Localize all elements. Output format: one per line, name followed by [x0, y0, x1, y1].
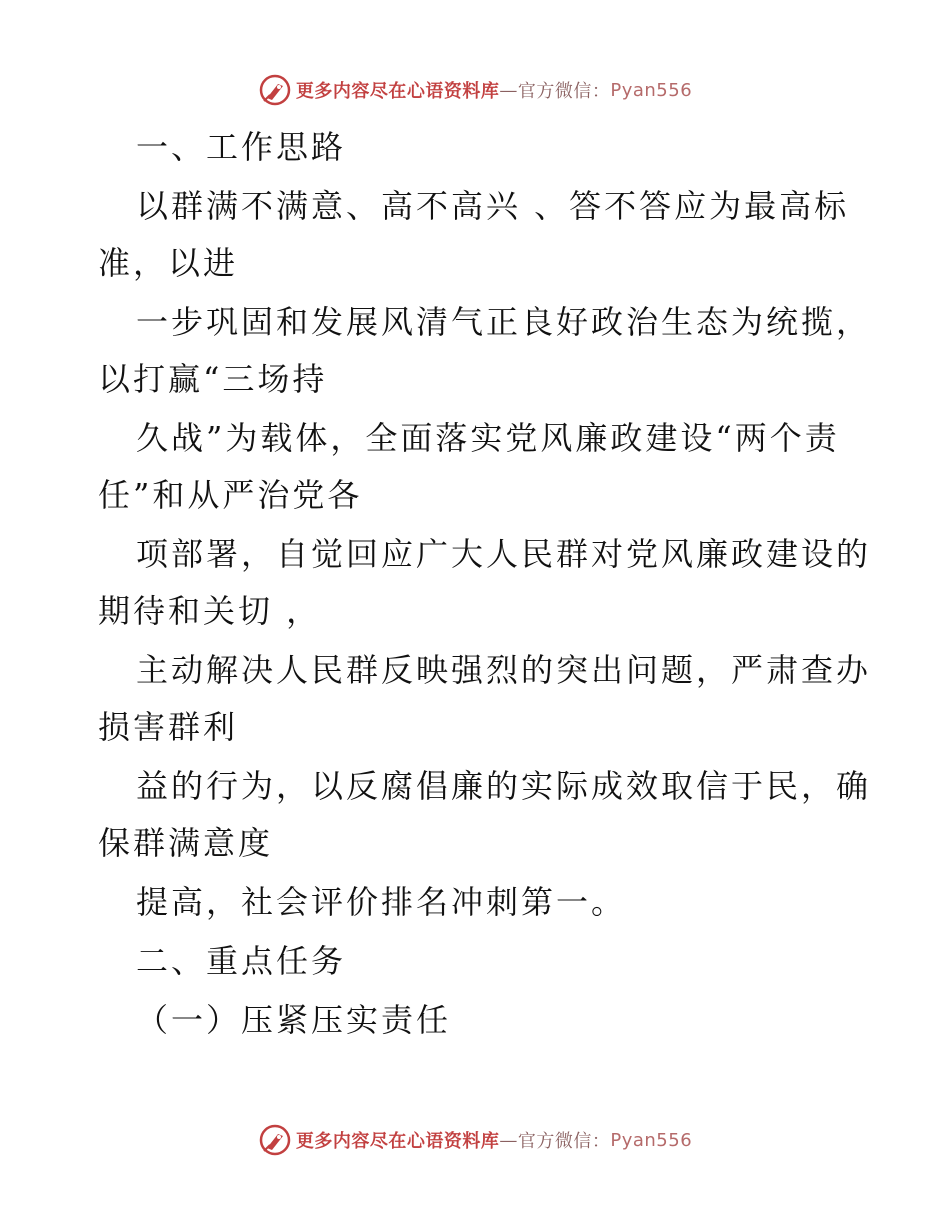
paragraph-line: 项部署，自觉回应广大人民群对党风廉政建设的: [136, 535, 872, 573]
pen-nib-logo-icon: [258, 73, 292, 107]
watermark-main-text: 更多内容尽在心语资料库: [295, 81, 500, 102]
subheading-1: （一）压紧压实责任: [136, 1001, 452, 1039]
watermark-banner-top: [0, 70, 950, 110]
paragraph-line: 准，以进: [98, 244, 239, 282]
paragraph-line: 以群满不满意、高不高兴 、答不答应为最高标: [136, 187, 850, 225]
watermark-banner-bottom: [0, 1120, 950, 1160]
paragraph-line: 保群满意度: [98, 824, 274, 862]
watermark-account: Pyan556: [610, 79, 693, 101]
watermark-dash: —: [499, 79, 518, 101]
paragraph-line: 任”和从严治党各: [98, 476, 363, 514]
paragraph-line: 期待和关切 ，: [98, 592, 322, 630]
paragraph-line: 提高，社会评价排名冲刺第一。: [136, 883, 627, 921]
watermark-main-text: 更多内容尽在心语资料库: [295, 1131, 500, 1152]
watermark-dash: —: [499, 1129, 518, 1151]
paragraph-line: 益的行为，以反腐倡廉的实际成效取信于民，确: [136, 767, 872, 805]
paragraph-line: 一步巩固和发展风清气正良好政治生态为统揽，: [136, 303, 872, 341]
heading-1: 一、工作思路: [136, 128, 347, 166]
paragraph-line: 久战”为载体，全面落实党风廉政建设“两个责: [136, 419, 840, 457]
paragraph-line: 损害群利: [98, 708, 239, 746]
watermark-sub-text: 官方微信：: [517, 1131, 611, 1152]
watermark-sub-text: 官方微信：: [517, 81, 611, 102]
paragraph-line: 主动解决人民群反映强烈的突出问题，严肃查办: [136, 651, 872, 689]
paragraph-line: 以打赢“三场持: [98, 360, 328, 398]
heading-2: 二、重点任务: [136, 942, 347, 980]
watermark-account: Pyan556: [610, 1129, 693, 1151]
pen-nib-logo-icon: [258, 1123, 292, 1157]
